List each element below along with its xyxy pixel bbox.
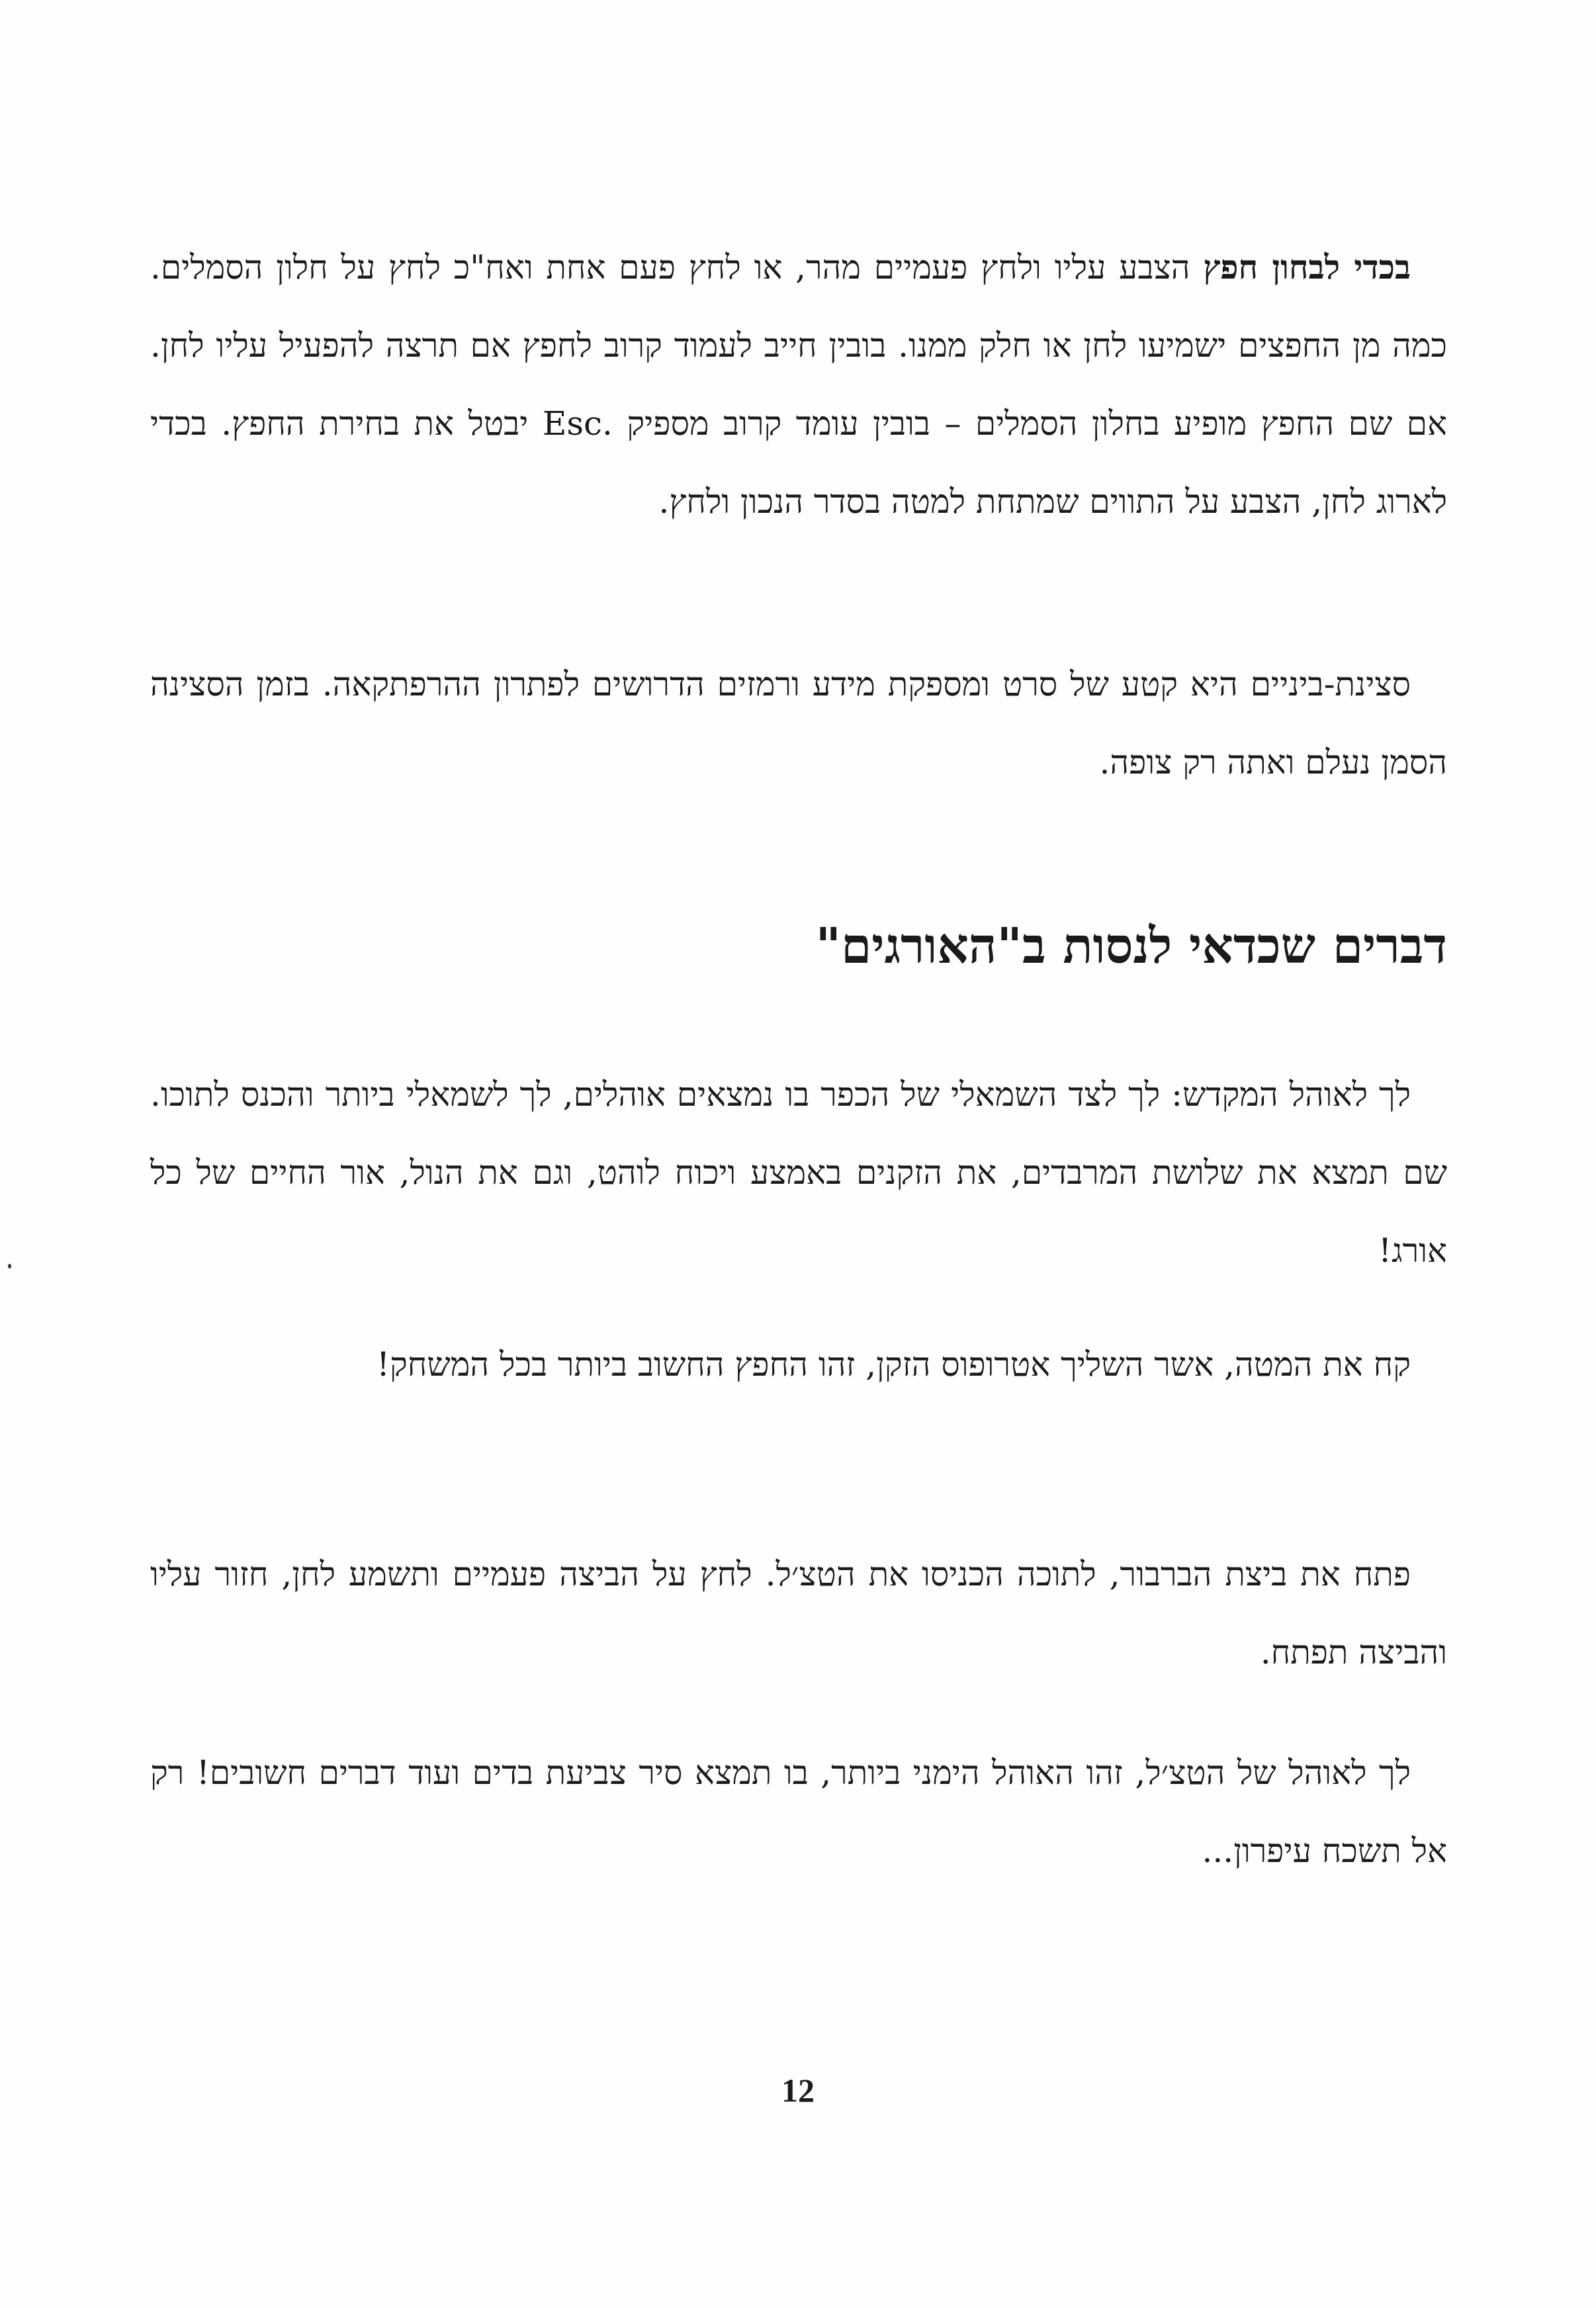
bold-lead: בכדי לבחון חפץ <box>1203 247 1411 287</box>
paragraph-text <box>150 1734 1447 1890</box>
paragraph-body: לך לאוהל המקדש: לך לצד השמאלי של הכפר בו נמצאים אוהלים, לך לשמאלי ביותר והכנס לתוכו. שם תמצא את שלושת המרבדים, את הזקנים באמצע ויכוח לוהט, וגם את הנול, אור החיים של כל אורג! <box>150 1075 1447 1270</box>
page-number: 12 <box>781 2072 815 2109</box>
paragraph-cutscene <box>150 645 1447 801</box>
paragraph-swan-egg <box>150 1535 1447 1691</box>
paragraph-text <box>150 1325 1447 1403</box>
paragraph-body: פתח את ביצת הברבור, לתוכה הכניסו את הטצ׳ל. לחץ על הביצה פעמיים ותשמע לחן, חזור עליו והביצה תפתח. <box>150 1555 1447 1671</box>
paragraph-temple-tent <box>150 1055 1447 1290</box>
paragraph-body: סצינת-ביניים היא קטע של סרט ומספקת מידע ורמזים הדרושים לפתרון ההרפתקאה. בזמן הסצינה הסמן נעלם ואתה רק צופה. <box>150 665 1447 781</box>
paragraph-body: הצבע עליו ולחץ פעמיים מהר, או לחץ פעם אחת ואח"כ לחץ על חלון הסמלים. כמה מן החפצים ישמיעו לחן או חלק ממנו. בובין חייב לעמוד קרוב לחפץ אם תרצה להפעיל עליו לחן. אם שם החפץ מופיע בחלון הסמלים – בובין עומד קרוב מספיק .Esc יבטל את בחירת החפץ. בכדי לארוג לחן, הצבע על התווים שמתחת למטה בסדר הנכון ולחץ. <box>150 248 1447 521</box>
paragraph-text <box>150 1055 1447 1290</box>
paragraph-text <box>150 1535 1447 1691</box>
paragraph-text <box>150 645 1447 801</box>
section-heading: דברים שכדאי לנסות ב"האורגים" <box>815 918 1447 975</box>
paragraph-text <box>150 228 1447 541</box>
scan-speck <box>8 1264 11 1268</box>
paragraph-body: לך לאוהל של הטצ׳ל, זהו האוהל הימני ביותר, בו תמצא סיר צביעת בדים ועוד דברים חשובים! רק אל תשכח עיפרון... <box>150 1753 1447 1870</box>
paragraph-controls <box>150 228 1447 541</box>
paragraph-body: קח את המטה, אשר השליך אטרופוס הזקן, זהו החפץ החשוב ביותר בכל המשחק! <box>376 1345 1411 1384</box>
paragraph-dye-pot <box>150 1734 1447 1890</box>
paragraph-staff <box>150 1325 1447 1403</box>
